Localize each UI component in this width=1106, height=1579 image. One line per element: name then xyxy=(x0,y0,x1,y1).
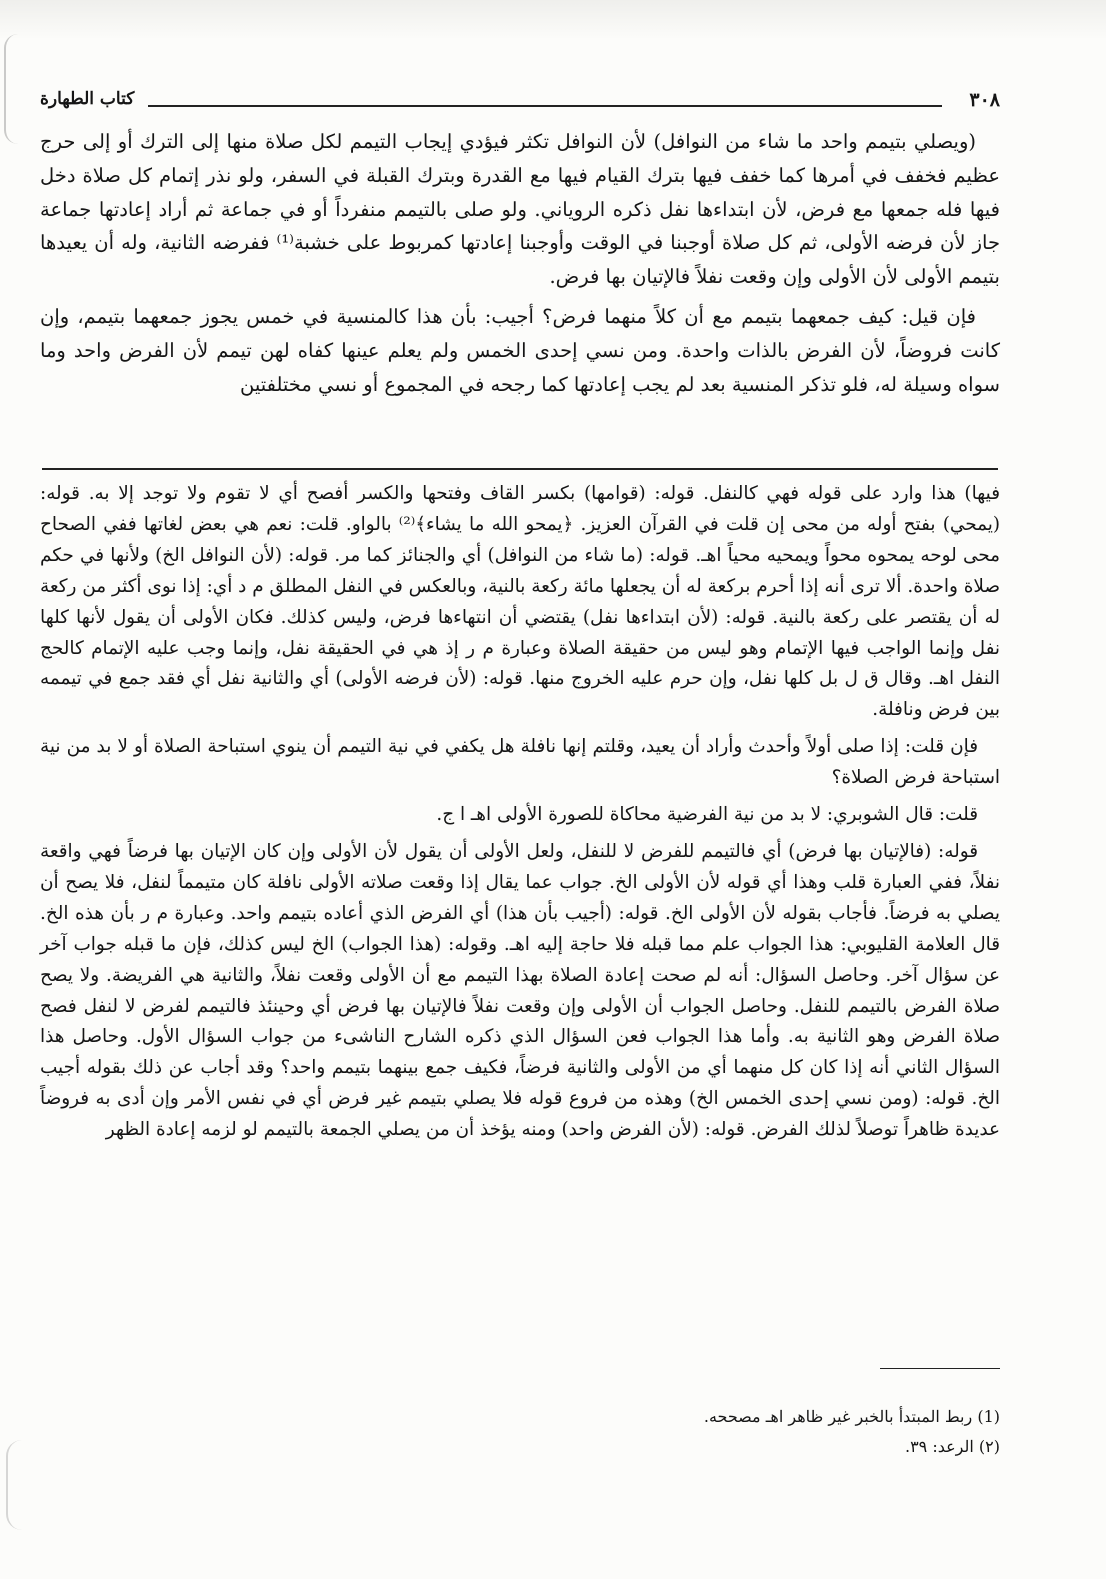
footnote-divider xyxy=(880,1368,1000,1369)
footnote: (٢) الرعد: ٣٩. xyxy=(904,1437,1000,1456)
running-header xyxy=(40,85,1000,119)
document-page xyxy=(40,85,1000,1555)
book-title: كتاب الطهارة xyxy=(40,89,135,109)
main-text xyxy=(40,125,1000,401)
commentary-paragraph: قوله: (فالإتيان بها فرض) أي فالتيمم للفرض لا للنفل، ولعل الأولى أن يقول لأن الأولى وإن كان الإتيان بها فرضاً فهي واقعة نفلاً، ففي العبارة قلب وهذا أي قوله لأن الأولى الخ. جواب عما يقال إذا وقعت صلاته الأولى نافلة كان متيمماً لنفل، فلا يصح أن يصلي به فرضاً. فأجاب بقوله لأن الأولى الخ. قوله: (أجيب بأن هذا) أي الفرض الذي أعاده بتيمم واحد. وعبارة م ر بأن هذه الخ. قال العلامة القليوبي: هذا الجواب علم مما قبله فلا حاجة إليه اهـ. وقوله: (هذا الجواب) الخ ليس كذلك، فإن ما قبله جواب آخر عن سؤال آخر. وحاصل السؤال: أنه لم صحت إعادة الصلاة بهذا التيمم مع أن الأولى وقعت نفلاً، والثانية هي الفريضة. ولا يصح صلاة الفرض بالتيمم للنفل. وحاصل الجواب أن الأولى وإن وقعت نفلاً فالإتيان بها فرض أي وحينئذ فالتيمم لفرض لا لنفل فصح صلاة الفرض وهو الثانية به. وأما هذا الجواب فعن السؤال الذي ذكره الشارح الناشىء من جواب السؤال الأول. وحاصل هذا السؤال الثاني أنه إذا كان كل منهما أي من الأولى والثانية فرضاً، فكيف جمع بينهما بتيمم واحد؟ وقد أجاب عن ذلك بقوله أجيب الخ. قوله: (ومن نسي إحدى الخمس الخ) وهذه من فروع قوله فلا يصلي بتيمم غير فرض أي في نفس الأمر وإن أدى به فروضاً عديدة ظاهراً توصلاً لذلك الفرض. قوله: (لأن الفرض واحد) ومنه يؤخذ أن من يصلي الجمعة بالتيمم لو لزمه إعادة الظهر xyxy=(40,840,1000,1141)
footnotes xyxy=(40,1402,1000,1462)
main-text-divider xyxy=(42,468,998,470)
main-paragraph: فإن قيل: كيف جمعهما بتيمم مع أن كلاً منهما فرض؟ أجيب: بأن هذا كالمنسية في خمس يجوز جمعهما بتيمم، وإن كانت فروضاً، لأن الفرض بالذات واحدة. ومن نسي إحدى الخمس ولم يعلم عينها كفاه لهن تيمم لأن الفرض واحد وما سواه وسيلة له، فلو تذكر المنسية بعد لم يجب إعادتها كما رجحه في المجموع أو نسي مختلفتين xyxy=(40,304,1000,396)
scan-top-edge xyxy=(0,0,1106,40)
page-number: ٣٠٨ xyxy=(969,89,1000,111)
footnote: (1) ربط المبتدأ بالخبر غير ظاهر اهـ مصححه. xyxy=(703,1407,1000,1426)
commentary-paragraph: فإن قلت: إذا صلى أولاً وأحدث وأراد أن يعيد، وقلتم إنها نافلة هل يكفي في نية التيمم أن ينوي استباحة الصلاة أو لا بد من نية استباحة فرض الصلاة؟ xyxy=(40,736,1000,789)
header-rule xyxy=(148,105,942,107)
commentary-paragraph: فيها) هذا وارد على قوله فهي كالنفل. قوله: (قوامها) بكسر القاف وفتحها والكسر أفصح أي لا تقوم ولا توجد إلا به. قوله: (يمحي) بفتح أوله من محى إن قلت في القرآن العزيز. ﴿يمحو الله ما يشاء﴾⁽²⁾ بالواو. قلت: نعم هي بعض لغاتها ففي الصحاح محى لوحه يمحوه محواً ويمحيه محياً اهـ. قوله: (ما شاء من النوافل) أي والجنائز كما مر. قوله: (لأن النوافل الخ) ولأنها في حكم صلاة واحدة. ألا ترى أنه إذا أحرم بركعة له أن يجعلها مائة ركعة بالنية، وبالعكس في النفل المطلق م د أي: إذا نوى أكثر من ركعة له أن يقتصر على ركعة بالنية. قوله: (لأن ابتداءها نفل) يقتضي أن انتهاءها فرض، وليس كذلك. فكان الأولى أن يقول لأنها كلها نفل وإنما الواجب فيها الإتمام وهو ليس من حقيقة الصلاة وعبارة م ر إذ هي في الحقيقة نفل، وإنما وجب عليه الإتمام كالحج النفل اهـ. وقال ق ل بل كلها نفل، وإن حرم عليه الخروج منها. قوله: (لأن فرضه الأولى) أي والثانية نفل أي فقد جمع في تيممه بين فرض ونافلة. xyxy=(40,483,1000,721)
scan-margin-mark-top xyxy=(4,34,32,144)
main-paragraph: (ويصلي بتيمم واحد ما شاء من النوافل) لأن النوافل تكثر فيؤدي إيجاب التيمم لكل صلاة منها إلى الترك أو إلى حرج عظيم فخفف في أمرها كما خفف فيها بترك القيام فيها مع القدرة وبترك القبلة في السفر، ولو نذر إتمام كل صلاة دخل فيها فله جمعها مع فرض، لأن ابتداءها نفل ذكره الروياني. ولو صلى بالتيمم منفرداً أو في جماعة ثم أراد إعادتها جماعة جاز لأن فرضه الأولى، ثم كل صلاة أوجبنا في الوقت وأوجبنا إعادتها كمربوط على خشبة⁽¹⁾ ففرضه الثانية، وله أن يعيدها بتيمم الأولى لأن الأولى وإن وقعت نفلاً فالإتيان بها فرض. xyxy=(40,130,1000,289)
commentary-paragraph: قلت: قال الشوبري: لا بد من نية الفرضية محاكاة للصورة الأولى اهـ ا ج. xyxy=(436,804,978,826)
scan-margin-mark-bottom xyxy=(6,1440,36,1530)
commentary-text xyxy=(40,479,1000,1146)
